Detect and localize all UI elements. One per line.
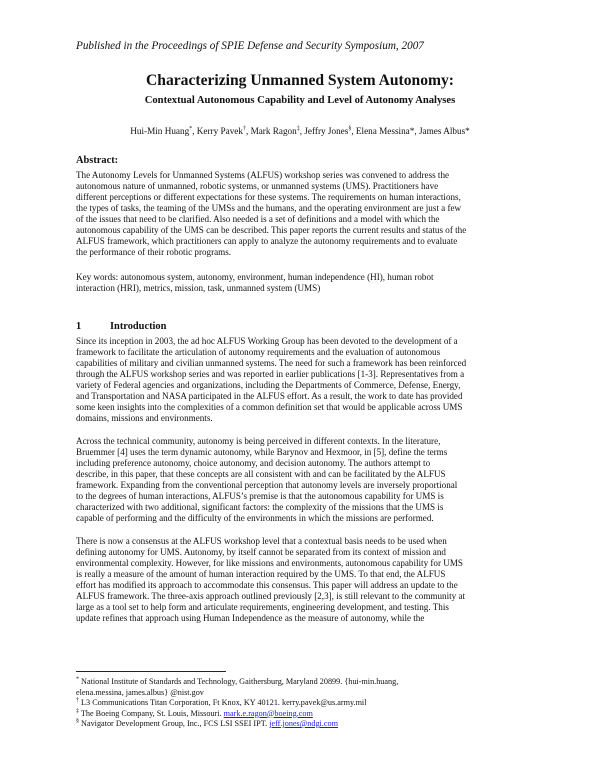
footnote-1 <box>76 677 528 688</box>
author-name: Elena Messina* <box>355 126 415 136</box>
paragraph-line: ALFUS framework. The three-axis approach outlined previously [2,3], is still relevant to the community at <box>76 591 466 601</box>
footnotes <box>76 677 528 730</box>
paragraph-line: to the degrees of human interactions, ALFUS’s premise is that the autonomous capability for UMS is <box>76 491 444 501</box>
abstract-line: ALFUS framework, which practitioners can apply to analyze the autonomy requirements and to evaluate <box>76 236 458 246</box>
paper-title: Characterizing Unmanned System Autonomy: <box>146 72 454 89</box>
keywords-line: Key words: autonomous system, autonomy, environment, human independence (HI), human robot <box>76 272 434 282</box>
author-list: Hui-Min Huang*, Kerry Pavek†, Mark Ragon‡, Jeffry Jones§, Elena Messina*, James Albus* <box>130 125 470 136</box>
intro-paragraph-2 <box>76 436 528 524</box>
footnote-mark: * <box>76 676 79 683</box>
abstract-line: the performance of their robotic programs. <box>76 247 232 257</box>
paragraph-line: characterized with two additional, significant factors: the complexity of the missions that the UMS is <box>76 502 444 512</box>
footnote-mark: ‡ <box>76 707 79 714</box>
author-mark: § <box>348 125 352 132</box>
paragraph-line: variety of Federal agencies and organizations, including the Departments of Commerce, Defense, Energy, <box>76 380 461 390</box>
footnote-text: Navigator Development Group, Inc., FCS LSI SSEI IPT. <box>81 719 270 728</box>
keywords-line: interaction (HRI), metrics, mission, task, unmanned system (UMS) <box>76 283 321 293</box>
footnote-mark: † <box>76 697 79 704</box>
abstract-line: The Autonomy Levels for Unmanned Systems (ALFUS) workshop series was convened to address the <box>76 170 450 180</box>
author-name: Mark Ragon <box>250 126 297 136</box>
section-heading <box>76 321 166 332</box>
keywords <box>76 272 528 294</box>
abstract-line: the types of tasks, the teaming of the UMSs and the humans, and the operating environment are just a few <box>76 203 462 213</box>
email-link-ragon[interactable]: mark.e.ragon@boeing.com <box>223 708 313 718</box>
footnote-3 <box>76 709 528 720</box>
paragraph-line: There is now a consensus at the ALFUS workshop level that a contextual basis needs to be used when <box>76 536 447 546</box>
paragraph-line: describe, in this paper, that these concepts are all consistent with and can be facilitated by the ALFUS <box>76 469 446 479</box>
author-name: Jeffry Jones <box>304 126 349 136</box>
abstract-heading: Abstract: <box>76 155 119 166</box>
footnote-divider <box>76 671 226 672</box>
footnote-text: L3 Communications Titan Corporation, Ft Knox, KY 40121. kerry.pavek@us.army.mil <box>81 698 367 707</box>
paragraph-line: large as a tool set to help form and articulate requirements, engineering development, and testing. This <box>76 602 449 612</box>
author-mark: † <box>242 125 246 132</box>
paragraph-line: and Transportation and NASA participated in the ALFUS effort. As a result, the work to date has provided <box>76 391 463 401</box>
author-name: Kerry Pavek <box>196 126 243 136</box>
footnote-mark: § <box>76 718 79 725</box>
abstract-line: different perceptions or different expectations for these systems. The requirements on human interactions, <box>76 192 461 202</box>
paragraph-line: effort has modified its approach to accommodate this consensus. This paper will address an update to the <box>76 580 458 590</box>
footnote-4 <box>76 719 528 730</box>
paragraph-line: Since its inception in 2003, the ad hoc ALFUS Working Group has been devoted to the development of a <box>76 336 458 346</box>
paragraph-line: Across the technical community, autonomy is being perceived in different contexts. In the literature, <box>76 436 441 446</box>
intro-paragraph-1 <box>76 336 528 424</box>
paragraph-line: domains, missions and environments. <box>76 413 213 423</box>
intro-paragraph-3 <box>76 536 528 624</box>
paragraph-line: environmental complexity. However, for like missions and environments, autonomous capability for UMS <box>76 558 463 568</box>
paper-subtitle: Contextual Autonomous Capability and Level of Autonomy Analyses <box>144 95 456 106</box>
paragraph-line: is really a measure of the amount of human interaction required by the UMS. To that end, the ALFUS <box>76 569 446 579</box>
paragraph-line: defining autonomy for UMS. Autonomy, by itself cannot be separated from its context of mission and <box>76 547 446 557</box>
author-name: James Albus* <box>418 126 470 136</box>
footnote-text: National Institute of Standards and Technology, Gaithersburg, Maryland 20899. {hui-min.huang, <box>81 677 399 686</box>
paragraph-line: some keen insights into the complexities of a common definition set that would be applicable across UMS <box>76 402 463 412</box>
abstract-line: autonomous capability of the UMS can be described. This paper reports the current results and status of the <box>76 225 467 235</box>
paragraph-line: Bruemmer [4] uses the term dynamic autonomy, while Barynov and Hexmoor, in [5], define the terms <box>76 447 448 457</box>
abstract-line: of the issues that need to be clarified. Also needed is a set of definitions and a model with which the <box>76 214 440 224</box>
footnote-1-continued: elena.messina, james.albus} @nist.gov <box>76 687 204 697</box>
paragraph-line: through the ALFUS workshop series and was reported in earlier publications [1-3]. Representatives from a <box>76 369 465 379</box>
publication-header: Published in the Proceedings of SPIE Defense and Security Symposium, 2007 <box>76 40 424 52</box>
footnote-2 <box>76 698 528 709</box>
email-link-jones[interactable]: jeff.jones@ndgi.com <box>269 719 338 728</box>
paragraph-line: including preference autonomy, choice autonomy, and decision autonomy. The authors attempt to <box>76 458 431 468</box>
author-mark: ‡ <box>296 125 300 132</box>
paragraph-line: framework to facilitate the articulation of autonomy requirements and the evaluation of autonomous <box>76 347 441 357</box>
abstract-line: autonomous nature of unmanned, robotic systems, or unmanned systems (UMS). Practitioners have <box>76 181 439 191</box>
paragraph-line: capabilities of military and civilian unmanned systems. The need for such a framework has been reinforced <box>76 358 467 368</box>
paragraph-line: capable of performing and the difficulty of the environments in which the missions are performed. <box>76 513 434 523</box>
section-title: Introduction <box>110 321 167 332</box>
section-number: 1 <box>76 321 82 332</box>
author-mark: * <box>189 125 193 132</box>
author-name: Hui-Min Huang <box>130 126 190 136</box>
abstract-body <box>76 170 528 258</box>
footnote-text: The Boeing Company, St. Louis, Missouri. <box>80 708 224 718</box>
paragraph-line: update refines that approach using Human Independence as the measure of autonomy, while the <box>76 613 425 623</box>
paragraph-line: framework. Expanding from the conventional perception that autonomy levels are inversely proportional <box>76 480 458 490</box>
